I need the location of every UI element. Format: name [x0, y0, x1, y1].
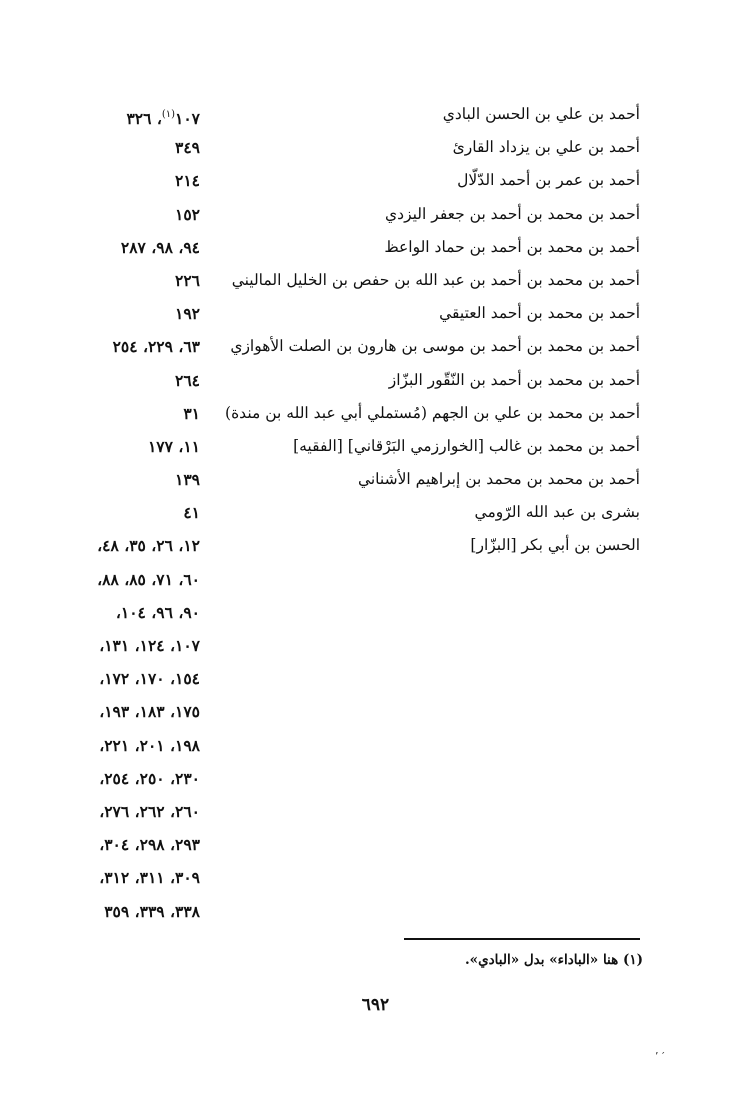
- footnote-ref: (١): [161, 109, 176, 120]
- entry-pages: ١٧٥، ١٨٣، ١٩٣،: [99, 702, 200, 722]
- index-entry-continuation: [60, 762, 640, 795]
- entry-pages: ٣١: [183, 403, 200, 423]
- entry-pages: ١٣٩: [175, 470, 200, 490]
- index-entry-continuation: [60, 861, 640, 894]
- index-entry: [60, 430, 640, 463]
- entry-name: أحمد بن علي بن الحسن البادي: [442, 105, 640, 123]
- entry-pages: ١٥٢: [175, 204, 200, 224]
- index-entry-continuation: [60, 795, 640, 828]
- index-entry-continuation: [60, 629, 640, 662]
- entry-name: أحمد بن محمد بن أحمد بن عبد الله بن حفص بن الخليل الماليني: [231, 270, 640, 289]
- index-entry: [60, 297, 640, 330]
- index-entry: [60, 496, 640, 529]
- index-entry-continuation: [60, 729, 640, 762]
- entry-pages: ٢٩٣، ٢٩٨، ٣٠٤،: [99, 835, 200, 855]
- index-entry: [60, 198, 640, 231]
- entry-pages: ١٢، ٢٦، ٣٥، ٤٨،: [97, 536, 200, 556]
- entry-pages: ٢١٤: [175, 171, 200, 191]
- index-entry-continuation: [60, 695, 640, 728]
- entry-name: أحمد بن محمد بن أحمد بن النّقّور البزّاز: [388, 370, 640, 389]
- entry-pages: ٢٢٦: [175, 270, 200, 290]
- index-entry: [60, 164, 640, 197]
- entry-pages: ٣٣٨، ٣٣٩، ٣٥٩: [104, 901, 200, 921]
- index-entry: [60, 231, 640, 264]
- entry-pages: ٣٤٩: [175, 138, 200, 158]
- index-entry: [60, 98, 640, 131]
- index-entry: [60, 463, 640, 496]
- entry-pages: ٦٠، ٧١، ٨٥، ٨٨،: [97, 569, 200, 589]
- entry-pages: ١٠٧، ١٢٤، ١٣١،: [99, 636, 200, 655]
- entry-pages: ٩٠، ٩٦، ١٠٤،: [115, 602, 200, 622]
- entry-name: الحسن بن أبي بكر [البزّار]: [470, 536, 640, 555]
- entry-name: أحمد بن محمد بن أحمد العتيقي: [439, 304, 640, 323]
- entry-pages: ٢٦٠، ٢٦٢، ٢٧٦،: [99, 801, 200, 821]
- entry-pages: ١١، ١٧٧: [147, 436, 200, 456]
- index-entry-continuation: [60, 596, 640, 629]
- entry-name: أحمد بن محمد بن أحمد بن جعفر اليزدي: [385, 204, 640, 223]
- entry-pages: ٢٦٤: [175, 370, 200, 390]
- entry-name: أحمد بن محمد بن محمد بن إبراهيم الأشناني: [357, 470, 640, 489]
- entry-page-first: ١٠٧: [175, 109, 200, 128]
- entry-pages: ٩٤، ٩٨، ٢٨٧: [120, 237, 200, 257]
- index-entry: [60, 330, 640, 363]
- entry-name: أحمد بن محمد بن غالب [الخوارزمي البَرْقاني] [الفقيه]: [293, 436, 640, 455]
- footnote-divider: [404, 938, 640, 940]
- footnote: (١) هنا «الباداء» بدل «البادي».: [464, 952, 643, 968]
- entry-name: أحمد بن عمر بن أحمد الدّلّال: [457, 171, 640, 190]
- index-entry: [60, 397, 640, 430]
- index-entry-continuation: [60, 662, 640, 695]
- entry-pages: [126, 98, 200, 135]
- entry-pages: ٣٠٩، ٣١١، ٣١٢،: [99, 868, 200, 888]
- index-entry-continuation: [60, 895, 640, 928]
- entry-pages: ١٩٢: [175, 304, 200, 324]
- index-entry: [60, 529, 640, 562]
- entry-pages: ٤١: [183, 503, 200, 523]
- index-entry-continuation: [60, 563, 640, 596]
- entry-name: أحمد بن محمد بن أحمد بن موسى بن هارون بن الصلت الأهوازي: [230, 337, 640, 356]
- page-number: ٦٩٢: [361, 995, 390, 1015]
- index-entry: [60, 364, 640, 397]
- entry-pages: ٢٣٠، ٢٥٠، ٢٥٤،: [99, 768, 200, 788]
- index-entry: [60, 131, 640, 164]
- index-entry: [60, 264, 640, 297]
- entry-name: بشرى بن عبد الله الرّومي: [474, 503, 640, 522]
- index-entry-continuation: [60, 828, 640, 861]
- entry-pages: ١٩٨، ٢٠١، ٢٢١،: [99, 735, 200, 755]
- entry-pages: ٦٣، ٢٢٩، ٢٥٤: [112, 337, 200, 357]
- entry-page-rest: ، ٣٢٦: [126, 109, 162, 128]
- entry-pages: ١٥٤، ١٧٠، ١٧٢،: [99, 669, 200, 689]
- stray-mark: ٬ ′: [655, 1050, 665, 1063]
- entry-name: أحمد بن محمد بن علي بن الجهم (مُستملي أبي عبد الله بن مندة): [225, 403, 640, 422]
- entry-name: أحمد بن علي بن يزداد القارئ: [452, 138, 640, 157]
- index-list: [60, 98, 640, 928]
- entry-name: أحمد بن محمد بن أحمد بن حماد الواعظ: [384, 237, 640, 256]
